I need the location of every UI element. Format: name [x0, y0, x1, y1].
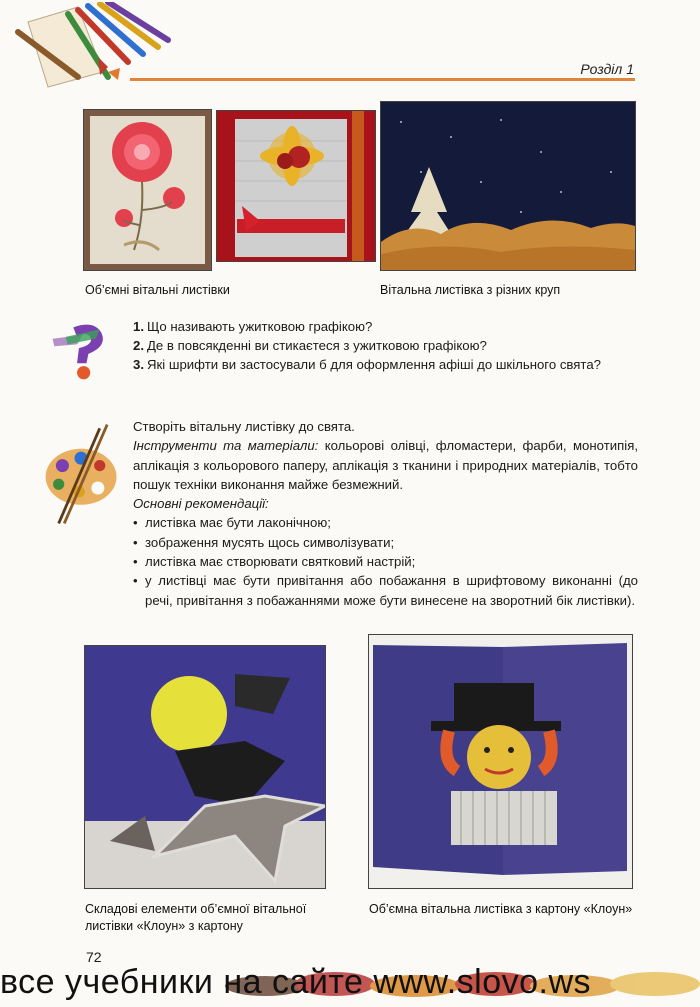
header-divider: [130, 78, 635, 81]
list-item: • листівка має створювати святковий настрій;: [133, 552, 638, 571]
questions-list: [133, 317, 638, 374]
photo-clown-parts: [84, 645, 326, 889]
recommendations-list: [133, 513, 638, 609]
list-item: • листівка має бути лаконічною;: [133, 513, 638, 532]
task-materials: Інструменти та матеріали: кольорові олівці, фломастери, фарби, монотипія, аплікація з кольорового паперу, аплікація з тканини і природних матеріалів, тобто пошук техніки виконання майже безмежний.: [133, 438, 638, 492]
task-title: Створіть вітальну листівку до свята.: [133, 419, 355, 434]
list-item: • у листівці має бути привітання або побажання в шрифтовому виконанні (до речі, привітання з побажаннями може бути винесене на зворотний бік листівки).: [133, 571, 638, 610]
palette-icon: [40, 420, 124, 528]
caption-clown-card: Об’ємна вітальна листівка з картону «Клоун»: [369, 902, 633, 916]
photo-clown-card: [368, 634, 633, 889]
page-number: 72: [86, 949, 102, 965]
section-label: Розділ 1: [580, 61, 634, 77]
recommendations-label: Основні рекомендації:: [133, 496, 269, 512]
watermark-text: все учебники на сайте www.slovo.ws: [0, 963, 592, 1001]
question-item: 3. Які шрифти ви застосували б для оформлення афіші до шкільного свята?: [133, 357, 601, 372]
task-block: [133, 417, 638, 610]
photo-grain-card: [380, 101, 636, 271]
question-icon: [42, 318, 114, 384]
list-item: • зображення мусять щось символізувати;: [133, 533, 638, 552]
photo-flower-card: [83, 109, 212, 271]
caption-volumetric-cards: Об’ємні вітальні листівки: [85, 283, 230, 297]
caption-clown-parts: Складові елементи об’ємної вітальної листівки «Клоун» з картону: [85, 902, 307, 933]
question-item: 1. Що називають ужитковою графікою?: [133, 319, 373, 334]
question-item: 2. Де в повсякденні ви стикаєтеся з ужитковою графікою?: [133, 338, 487, 353]
photo-sunflower-card: [216, 110, 376, 262]
caption-grain-card: Вітальна листівка з різних круп: [380, 283, 561, 297]
